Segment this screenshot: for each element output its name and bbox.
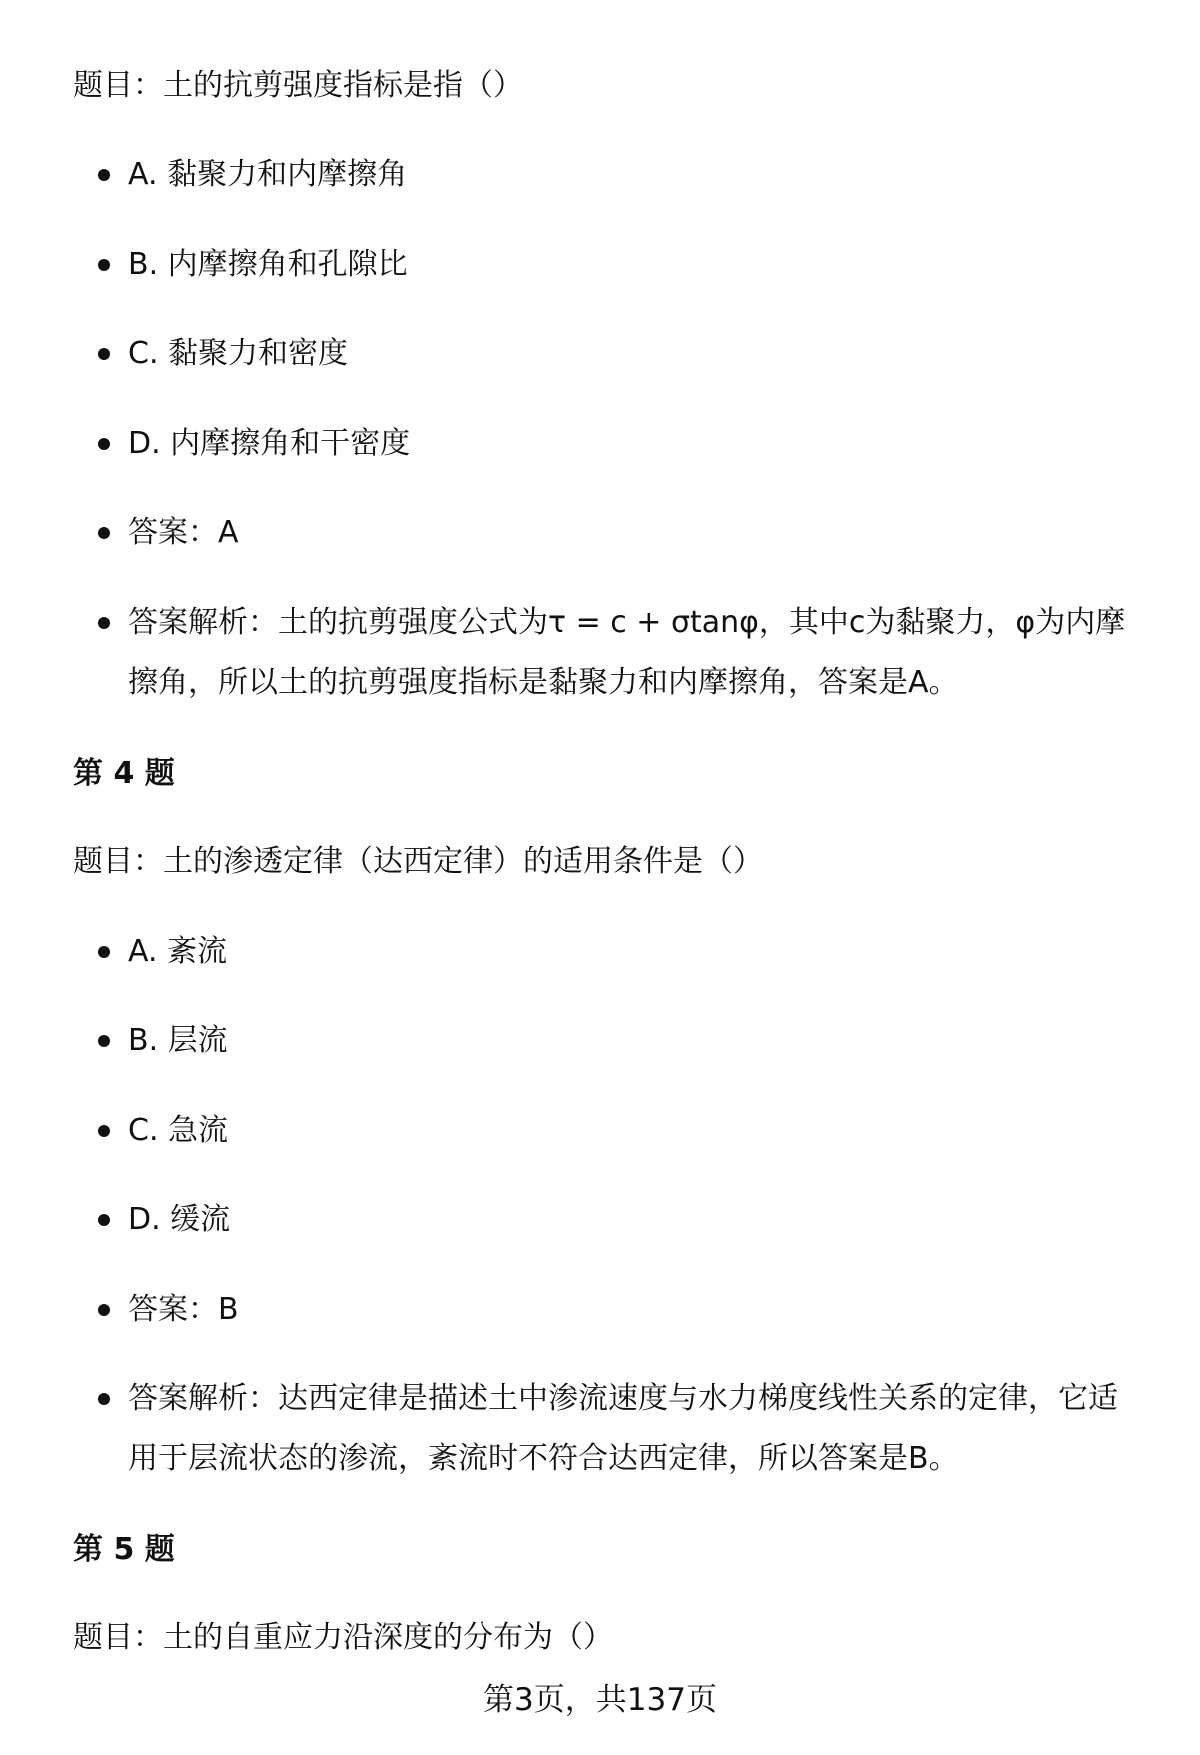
answer-text: 答案：A bbox=[128, 515, 239, 550]
page-number: 第3页，共137页 bbox=[483, 1682, 717, 1718]
bullet-icon bbox=[98, 1214, 110, 1226]
bullet-icon bbox=[98, 946, 110, 958]
bullet-icon bbox=[98, 438, 110, 450]
bullet-icon bbox=[98, 1035, 110, 1047]
bullet-icon bbox=[98, 348, 110, 360]
question-heading: 第 4 题 bbox=[73, 756, 175, 791]
bullet-icon bbox=[98, 617, 110, 629]
question-text: 题目：土的渗透定律（达西定律）的适用条件是（） bbox=[73, 844, 763, 879]
bullet-icon bbox=[98, 259, 110, 271]
bullet-icon bbox=[98, 1393, 110, 1405]
option-text: A. 紊流 bbox=[128, 934, 228, 969]
bullet-icon bbox=[98, 1125, 110, 1137]
question-text: 题目：土的抗剪强度指标是指（） bbox=[73, 68, 523, 103]
question-heading: 第 5 题 bbox=[73, 1532, 175, 1567]
question-text: 题目：土的自重应力沿深度的分布为（） bbox=[73, 1620, 613, 1655]
option-text: A. 黏聚力和内摩擦角 bbox=[128, 157, 408, 192]
explanation-text: 答案解析：土的抗剪强度公式为τ = c + σtanφ，其中c为黏聚力，φ为内摩擦角，所以土的抗剪强度指标是黏聚力和内摩擦角，答案是A。 bbox=[128, 605, 1126, 700]
option-text: D. 内摩擦角和干密度 bbox=[128, 426, 411, 461]
option-text: C. 急流 bbox=[128, 1113, 229, 1148]
option-text: D. 缓流 bbox=[128, 1202, 231, 1237]
answer-text: 答案：B bbox=[128, 1292, 239, 1327]
option-text: B. 内摩擦角和孔隙比 bbox=[128, 247, 408, 282]
option-text: B. 层流 bbox=[128, 1023, 228, 1058]
bullet-icon bbox=[98, 169, 110, 181]
explanation-text: 答案解析：达西定律是描述土中渗流速度与水力梯度线性关系的定律，它适用于层流状态的渗流，紊流时不符合达西定律，所以答案是B。 bbox=[128, 1381, 1118, 1476]
bullet-icon bbox=[98, 1304, 110, 1316]
bullet-icon bbox=[98, 527, 110, 539]
option-text: C. 黏聚力和密度 bbox=[128, 336, 349, 371]
